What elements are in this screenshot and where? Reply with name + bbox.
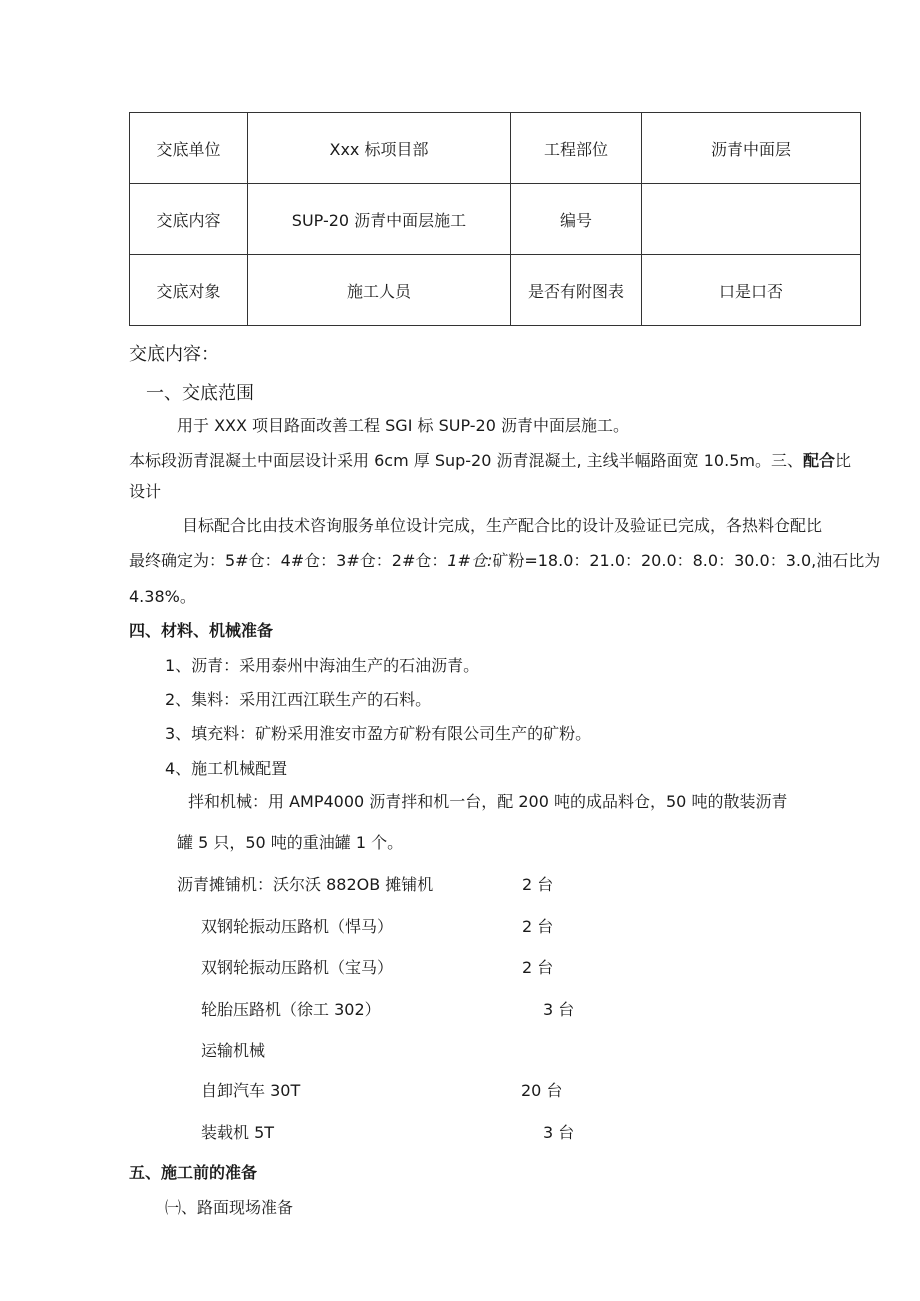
table-cell: Xxx 标项目部	[248, 113, 511, 184]
table-cell: 交底内容	[130, 184, 248, 255]
table-cell: SUP-20 沥青中面层施工	[248, 184, 511, 255]
list-item: 1、沥青：采用泰州中海油生产的石油沥青。	[165, 656, 480, 675]
equipment-name: 自卸汽车 30T	[201, 1081, 301, 1100]
sub-heading: ㈠、路面现场准备	[165, 1198, 294, 1217]
section-heading: 一、交底范围	[146, 383, 254, 404]
paragraph: 设计	[129, 482, 162, 501]
equipment-name: 双钢轮振动压路机（宝马）	[201, 958, 394, 977]
text-run: 本标段沥青混凝土中面层设计采用 6cm 厚 Sup-20 沥青混凝土, 主线半幅路面宽 10.5m。三、	[129, 451, 803, 470]
paragraph: 拌和机械：用 AMP4000 沥青拌和机一台，配 200 吨的成品料仓，50 吨的散装沥青	[188, 792, 788, 811]
text-run: 1#仓:	[447, 551, 493, 570]
section-heading: 四、材料、机械准备	[129, 621, 274, 640]
list-item: 4、施工机械配置	[165, 759, 288, 778]
table-cell: 编号	[511, 184, 642, 255]
equipment-qty: 2 台	[522, 958, 554, 977]
table-cell: 工程部位	[511, 113, 642, 184]
info-table	[129, 112, 861, 326]
equipment-name: 轮胎压路机（徐工 302）	[201, 1000, 381, 1019]
table-cell: 是否有附图表	[511, 255, 642, 326]
content-heading: 交底内容：	[129, 344, 219, 365]
table-cell	[642, 184, 861, 255]
paragraph: 目标配合比由技术咨询服务单位设计完成，生产配合比的设计及验证已完成，各热料仓配比	[182, 516, 823, 535]
equipment-name: 沥青摊铺机：沃尔沃 882OB 摊铺机	[177, 875, 434, 894]
table-cell: 沥青中面层	[642, 113, 861, 184]
equipment-name: 装载机 5T	[201, 1123, 275, 1142]
equipment-qty: 3 台	[543, 1123, 575, 1142]
table-row	[130, 255, 861, 326]
paragraph: 4.38%。	[129, 587, 196, 606]
equipment-name: 双钢轮振动压路机（悍马）	[201, 917, 394, 936]
list-item: 3、填充料：矿粉采用淮安市盈方矿粉有限公司生产的矿粉。	[165, 724, 592, 743]
list-item: 2、集料：采用江西江联生产的石料。	[165, 690, 432, 709]
equipment-qty: 3 台	[543, 1000, 575, 1019]
text-run: 最终确定为：5#仓：4#仓：3#仓：2#仓：	[129, 551, 448, 570]
text-run: 比	[834, 451, 851, 470]
paragraph: 罐 5 只，50 吨的重油罐 1 个。	[177, 833, 404, 852]
text-run: 配合	[802, 451, 835, 470]
table-cell: 交底对象	[130, 255, 248, 326]
equipment-qty: 20 台	[521, 1081, 563, 1100]
table-row	[130, 113, 861, 184]
table-cell: 交底单位	[130, 113, 248, 184]
table-row	[130, 184, 861, 255]
paragraph	[129, 551, 880, 571]
section-heading: 五、施工前的准备	[129, 1163, 258, 1182]
paragraph	[129, 451, 851, 471]
text-run: 矿粉=18.0：21.0：20.0：8.0：30.0：3.0,油石比为	[492, 551, 881, 570]
paragraph: 用于 XXX 项目路面改善工程 SGI 标 SUP-20 沥青中面层施工。	[177, 416, 629, 435]
table-cell: 施工人员	[248, 255, 511, 326]
equipment-qty: 2 台	[522, 875, 554, 894]
table-cell: 口是口否	[642, 255, 861, 326]
equipment-qty: 2 台	[522, 917, 554, 936]
equipment-name: 运输机械	[201, 1041, 266, 1060]
